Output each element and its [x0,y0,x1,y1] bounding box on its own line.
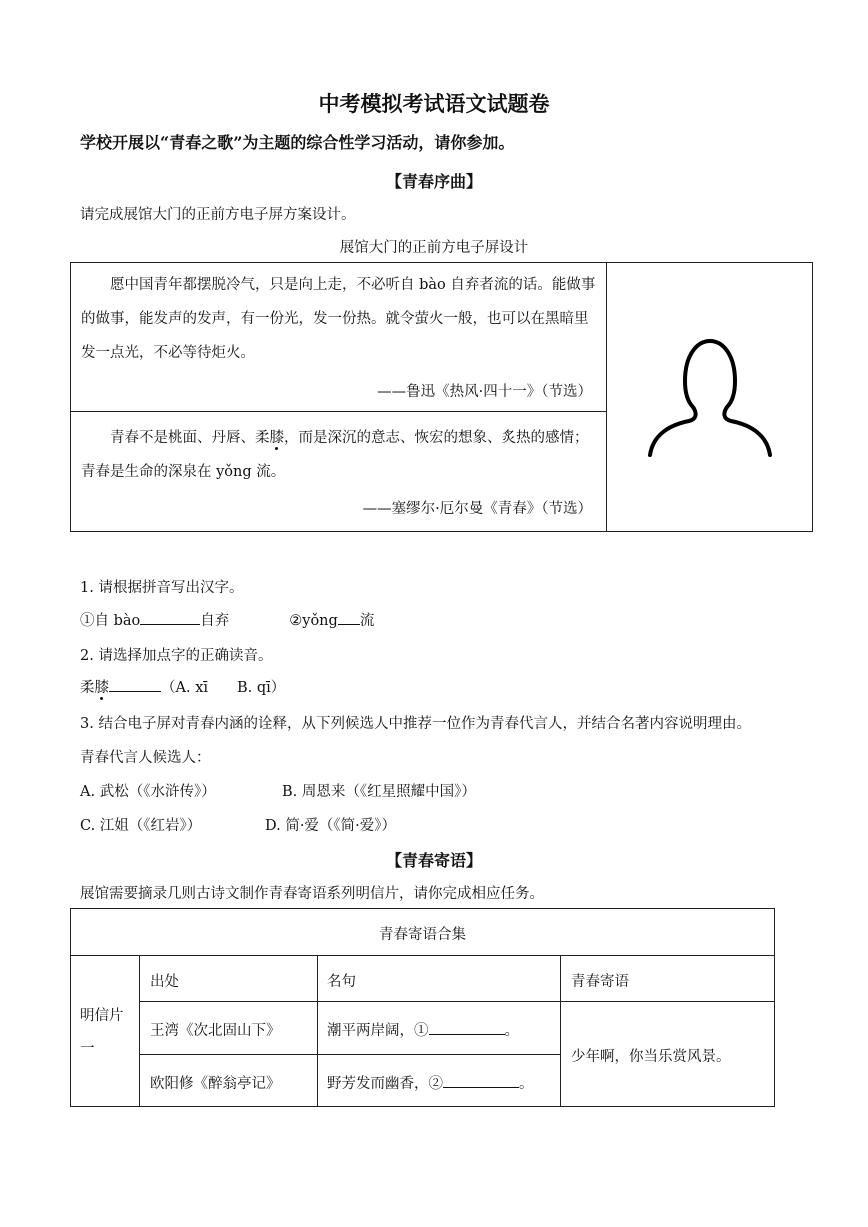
section-heading-prelude: 【青春序曲】 [385,172,482,191]
question-1-blanks: ①自 bào 自弃 ②yǒng 流 [80,609,374,630]
question-3: 3. 结合电子屏对青春内涵的诠释，从下列候选人中推荐一位作为青春代言人，并结合名著内容说明理由。 [80,716,751,732]
header-message: 青春寄语 [571,974,629,990]
answer-blank-4[interactable] [429,1020,505,1035]
person-silhouette-icon [647,335,773,459]
ullman-quote-source: ——塞缪尔·厄尔曼《青春》（节选） [362,501,592,517]
section-heading-message: 【青春寄语】 [385,851,482,870]
answer-blank-2[interactable] [338,610,360,625]
option-b: B. 周恩来（《红星照耀中国》） [282,784,476,800]
option-d: D. 简·爱（《简·爱》） [265,818,397,834]
option-c: C. 江姐（《红岩》） [80,818,202,834]
answer-blank-3[interactable] [109,677,161,692]
answer-blank-1[interactable] [140,610,200,625]
luxun-quote-source: ——鲁迅《热风·四十一》（节选） [377,384,592,400]
dotted-character: 膝 [269,430,284,446]
dotted-character: 膝 [94,680,109,696]
question-2-line: 柔膝 （A. xī B. qī） [80,676,285,697]
header-line: 名句 [327,974,356,990]
ullman-quote: 青春不是桃面、丹唇、柔膝，而是深沉的意志、恢宏的想象、炙热的感情；青春是生命的深泉在 yǒng 流。 [81,430,589,480]
row-1-line: 潮平两岸阔，① 。 [327,1019,519,1040]
youth-message: 少年啊，你当乐赏风景。 [571,1049,731,1065]
row-1-source: 王湾《次北固山下》 [150,1023,281,1039]
row-2-source: 欧阳修《醉翁亭记》 [150,1076,281,1092]
option-a: A. 武松（《水浒传》） [80,784,216,800]
question-1: 1. 请根据拼音写出汉字。 [80,580,244,596]
section-instruction-message: 展馆需要摘录几则古诗文制作青春寄语系列明信片，请你完成相应任务。 [80,886,544,902]
answer-blank-5[interactable] [443,1073,519,1088]
row-label-number: 一 [80,1041,95,1057]
row-2-line: 野芳发而幽香，② 。 [327,1072,534,1093]
section-instruction-prelude: 请完成展馆大门的正前方电子屏方案设计。 [80,207,356,223]
question-3-label: 青春代言人候选人： [80,750,211,766]
question-2: 2. 请选择加点字的正确读音。 [80,648,273,664]
activity-intro: 学校开展以“青春之歌”为主题的综合性学习活动，请你参加。 [80,133,515,152]
screen-design-caption: 展馆大门的正前方电子屏设计 [339,240,529,256]
screen-design-table [70,262,813,532]
luxun-quote: 愿中国青年都摆脱冷气，只是向上走，不必听自 bào 自弃者流的话。能做事的做事，能发声的发声，有一份光，发一份热。就令萤火一般，也可以在黑暗里发一点光，不必等待炬火。 [81,277,596,361]
page-title: 中考模拟考试语文试题卷 [318,91,550,116]
header-source: 出处 [150,974,179,990]
table-caption: 青春寄语合集 [379,927,466,943]
postcard-table [70,908,775,1107]
row-label: 明信片 [80,1008,124,1024]
